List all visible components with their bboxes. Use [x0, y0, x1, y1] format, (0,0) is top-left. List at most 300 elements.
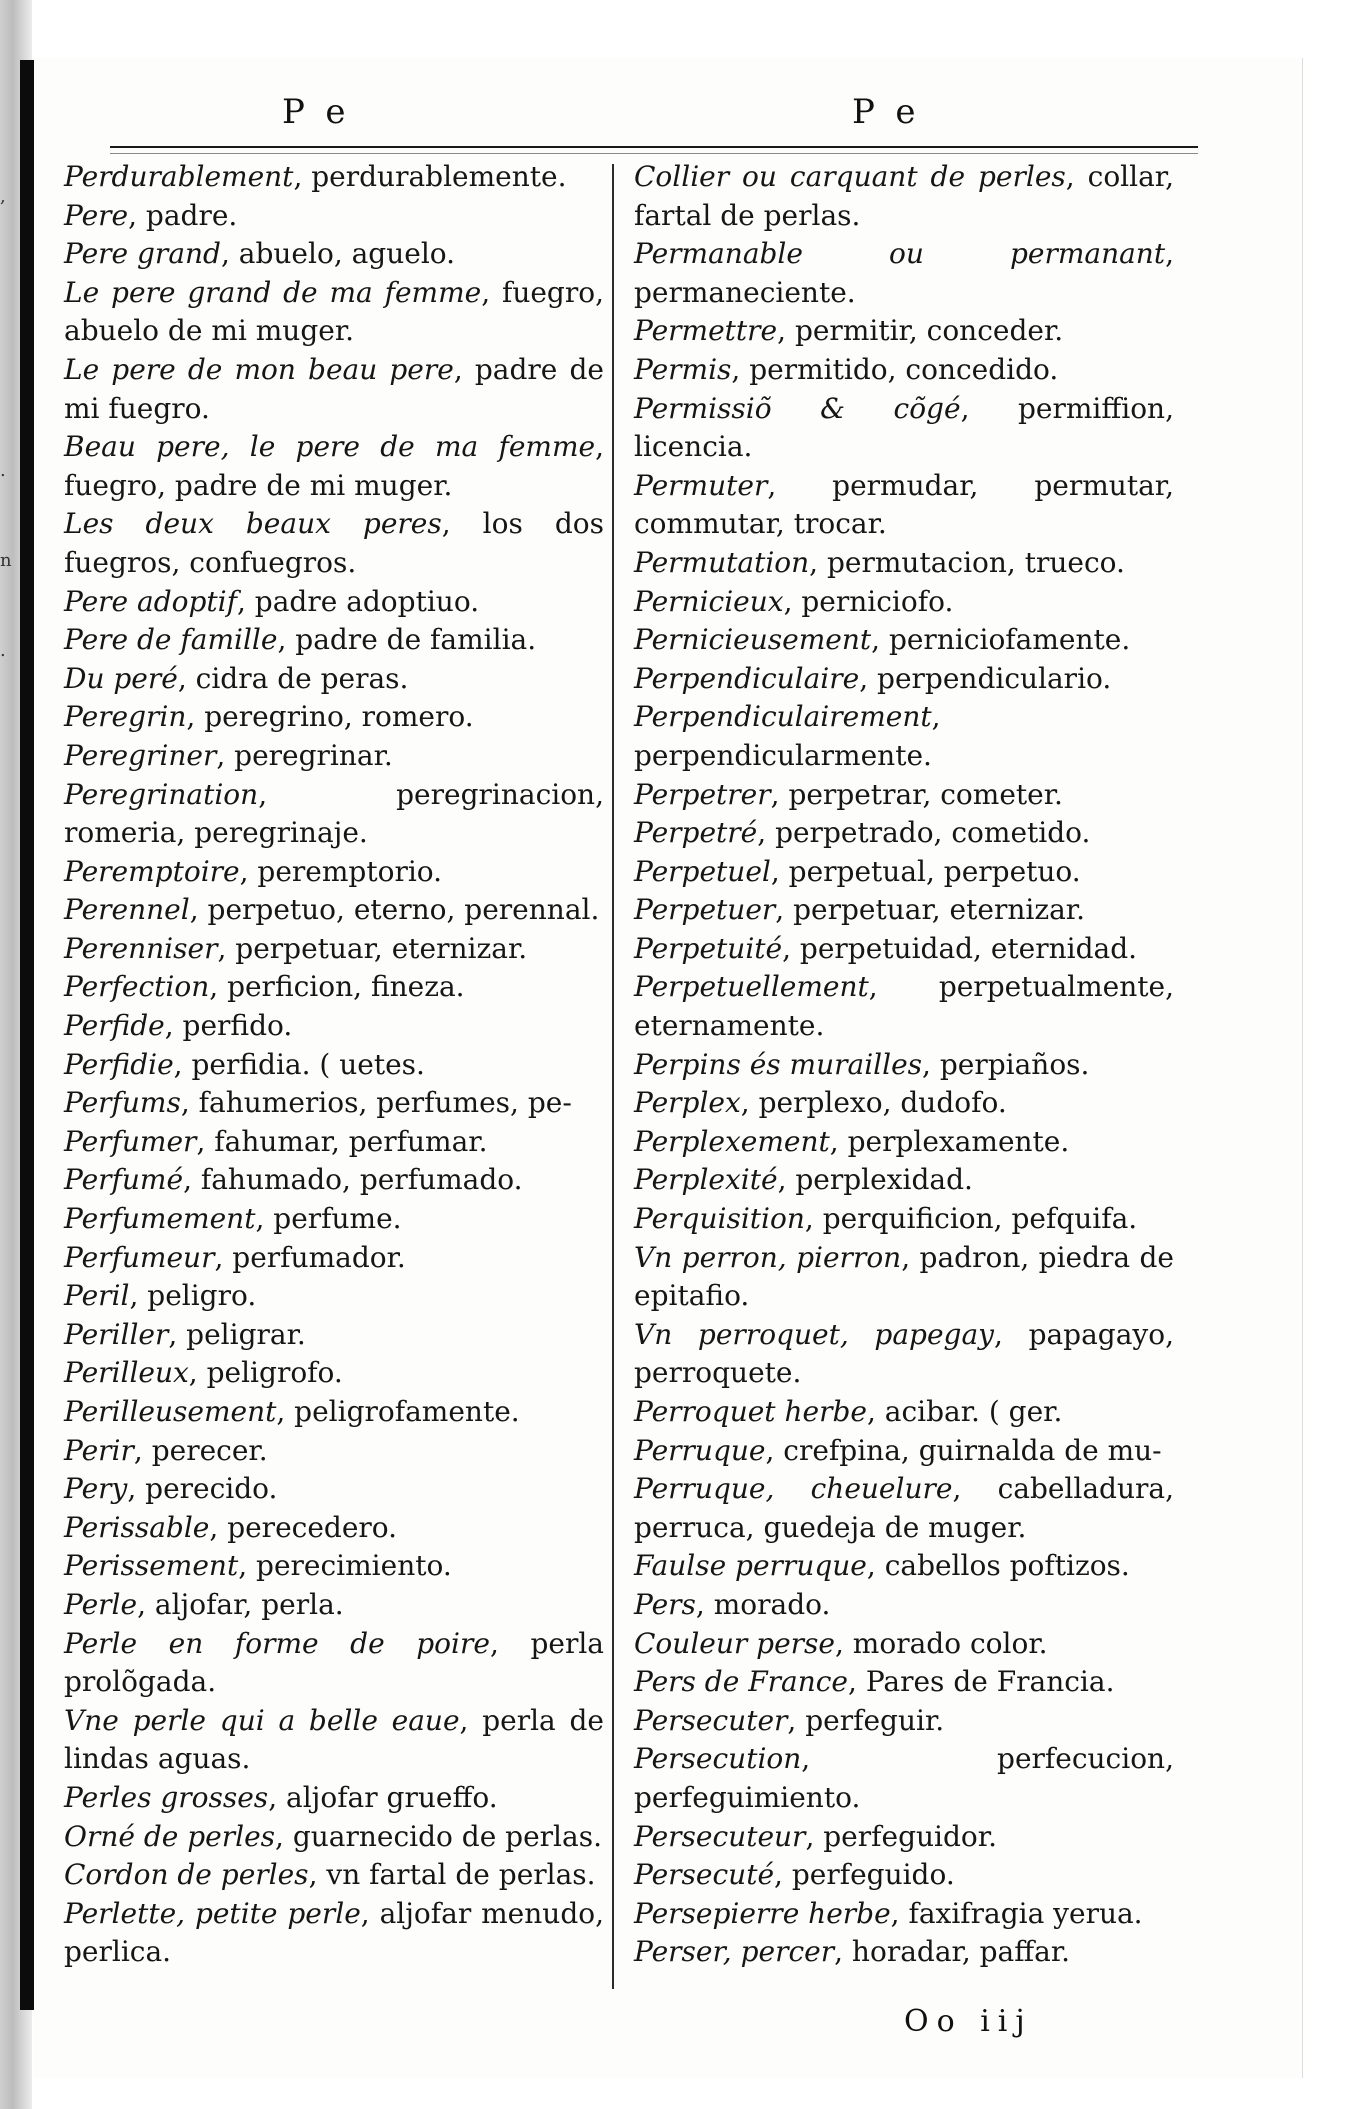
- dictionary-entry: [64, 1547, 604, 1586]
- entry-headword: Perroquet herbe: [634, 1395, 867, 1428]
- dictionary-entry: [64, 1239, 604, 1278]
- entry-separator: ,: [805, 1819, 824, 1853]
- margin-fragment: ,: [0, 186, 6, 207]
- entry-separator: ,: [217, 931, 236, 965]
- entry-separator: ,: [695, 1587, 714, 1621]
- dictionary-entry: [64, 1702, 604, 1779]
- entry-separator: ,: [1065, 160, 1088, 193]
- entry-headword: Perpetrer: [634, 777, 771, 811]
- entry-separator: ,: [127, 1472, 146, 1506]
- dictionary-entry: [64, 1895, 604, 1972]
- entry-headword: Orné de perles: [64, 1819, 276, 1853]
- entry-translation: peregrinar.: [234, 738, 393, 772]
- entry-separator: ,: [767, 468, 833, 502]
- entry-separator: ,: [770, 854, 789, 888]
- entry-translation: perniciofamente.: [888, 623, 1131, 657]
- entry-headword: Persecuteur: [634, 1819, 806, 1853]
- entry-translation: los dos fuegros, confuegros.: [64, 507, 605, 579]
- entry-separator: ,: [441, 507, 483, 541]
- entry-translation: permaneciente.: [634, 275, 856, 309]
- entry-separator: ,: [258, 777, 397, 811]
- entry-translation: perfidia. ( uetes.: [191, 1047, 425, 1081]
- entry-separator: ,: [209, 970, 228, 1004]
- entry-separator: ,: [595, 430, 604, 464]
- entry-translation: fahumado, perfumado.: [200, 1163, 523, 1197]
- dictionary-entry: [64, 1007, 604, 1046]
- dictionary-entry: [64, 968, 604, 1007]
- entry-translation: peligrar.: [186, 1317, 306, 1351]
- dictionary-entry: [634, 660, 1174, 699]
- entry-translation: perpendicularmente.: [634, 738, 932, 772]
- entry-headword: Persecuté: [634, 1858, 775, 1892]
- dictionary-entry: [634, 1663, 1174, 1702]
- entry-separator: ,: [360, 1896, 380, 1930]
- entry-headword: Perpetuel: [634, 854, 771, 888]
- entry-translation: acibar. ( ger.: [884, 1395, 1063, 1428]
- entry-headword: Faulse perruque: [634, 1549, 867, 1583]
- entry-translation: cidra de peras.: [195, 661, 409, 695]
- dictionary-entry: [634, 698, 1174, 775]
- entry-translation: peligro.: [147, 1279, 257, 1313]
- dictionary-entry: [634, 312, 1174, 351]
- entry-headword: Persecution: [634, 1742, 802, 1776]
- dictionary-entry: [64, 583, 604, 622]
- dictionary-entry: [64, 621, 604, 660]
- entry-separator: ,: [209, 1510, 228, 1544]
- entry-translation: aljofar menudo, perlica.: [64, 1896, 604, 1969]
- dictionary-entry: [64, 1316, 604, 1355]
- entry-translation: peregrino, romero.: [204, 700, 474, 734]
- entry-separator: ,: [1165, 237, 1174, 271]
- entry-translation: permitir, conceder.: [794, 314, 1064, 348]
- entry-headword: Peregrin: [64, 700, 187, 734]
- entry-translation: perpiaños.: [939, 1047, 1090, 1081]
- entry-headword: Perpins és murailles: [634, 1047, 923, 1081]
- entry-translation: perficion, fineza.: [227, 970, 465, 1004]
- entry-separator: ,: [183, 1163, 201, 1197]
- entry-translation: perplexo, dudofo.: [758, 1086, 1007, 1120]
- entry-separator: ,: [809, 545, 827, 579]
- dictionary-entry: [64, 698, 604, 737]
- entry-headword: Perpetuité: [634, 931, 783, 965]
- entry-translation: cabelladura, perruca, guedeja de muger.: [634, 1472, 1174, 1544]
- dictionary-entry: [634, 467, 1174, 544]
- dictionary-entry: [634, 930, 1174, 969]
- entry-headword: Perfumer: [64, 1124, 197, 1158]
- dictionary-entry: [634, 1200, 1174, 1239]
- dictionary-entry: [634, 1625, 1174, 1664]
- entry-headword: Vne perle qui a belle eaue: [64, 1703, 460, 1737]
- entry-headword: Perpetuellement: [634, 970, 869, 1004]
- entry-translation: perpetuar, eternizar.: [793, 893, 1085, 927]
- dictionary-entry: [634, 1547, 1174, 1586]
- dictionary-entry: [634, 1046, 1174, 1085]
- entry-separator: ,: [770, 777, 789, 811]
- entry-translation: perfumador.: [232, 1240, 406, 1274]
- dictionary-entry: [64, 1354, 604, 1393]
- entry-separator: ,: [866, 1549, 885, 1583]
- entry-translation: permitido, concedido.: [749, 352, 1059, 386]
- entry-headword: Permuter: [634, 468, 768, 502]
- entry-translation: fahumerios, perfumes, pe-: [198, 1086, 572, 1120]
- entry-translation: cabellos poftizos.: [884, 1549, 1130, 1583]
- entry-translation: crefpina, guirnalda de mu-: [783, 1433, 1162, 1467]
- entry-separator: ,: [238, 1549, 257, 1583]
- entry-headword: Permettre: [634, 314, 778, 348]
- entry-translation: permutacion, trueco.: [826, 545, 1125, 579]
- dictionary-entry: [634, 390, 1174, 467]
- entry-separator: ,: [922, 1047, 940, 1081]
- entry-separator: ,: [276, 1395, 295, 1428]
- entry-headword: Pery: [64, 1472, 128, 1506]
- entry-separator: ,: [829, 1124, 848, 1158]
- entry-headword: Les deux beaux peres: [64, 507, 442, 541]
- entry-translation: morado color.: [852, 1626, 1048, 1660]
- dictionary-entry: [634, 1239, 1174, 1316]
- entry-headword: Vn perroquet, papegay: [634, 1317, 994, 1351]
- entry-separator: ,: [196, 1124, 215, 1158]
- entry-headword: Perruque, cheuelure: [634, 1472, 953, 1506]
- entry-translation: faxifragia yerua.: [908, 1896, 1143, 1930]
- dictionary-entry: [634, 158, 1174, 235]
- entry-headword: Perenniser: [64, 931, 218, 965]
- entry-separator: ,: [757, 816, 776, 850]
- header-rule: [110, 146, 1198, 148]
- entry-headword: Peril: [64, 1279, 130, 1313]
- entry-headword: Perquisition: [634, 1202, 805, 1236]
- entry-separator: ,: [783, 584, 802, 618]
- entry-separator: ,: [834, 1935, 852, 1969]
- entry-translation: perdurablemente.: [311, 160, 567, 193]
- dictionary-entry: [634, 891, 1174, 930]
- entry-translation: perfeguir.: [805, 1703, 945, 1737]
- dictionary-entry: [64, 930, 604, 969]
- dictionary-entry: [64, 891, 604, 930]
- entry-separator: ,: [275, 1819, 293, 1853]
- entry-headword: Permis: [634, 352, 732, 386]
- entry-separator: ,: [189, 893, 208, 927]
- entry-translation: perfeguidor.: [823, 1819, 997, 1853]
- dictionary-entry: [634, 351, 1174, 390]
- entry-headword: Perfumement: [64, 1202, 256, 1236]
- entry-translation: perecedero.: [227, 1510, 398, 1544]
- entry-headword: Perilleux: [64, 1356, 189, 1390]
- entry-headword: Perlette, petite perle: [64, 1896, 361, 1930]
- entry-headword: Periller: [64, 1317, 169, 1351]
- dictionary-entry: [64, 1625, 604, 1702]
- entry-separator: ,: [173, 1047, 192, 1081]
- entry-separator: ,: [268, 1780, 286, 1814]
- entry-headword: Du peré: [64, 661, 178, 695]
- dictionary-entry: [634, 583, 1174, 622]
- entry-translation: aljofar grueffo.: [286, 1780, 498, 1814]
- dictionary-entry: [64, 1818, 604, 1857]
- dictionary-entry: [634, 1161, 1174, 1200]
- entry-separator: ,: [777, 314, 795, 348]
- entry-translation: perniciofo.: [801, 584, 954, 618]
- entry-headword: Perissement: [64, 1549, 239, 1583]
- entry-separator: ,: [481, 275, 502, 309]
- entry-headword: Perplexité: [634, 1163, 778, 1197]
- running-head-left: Pe: [282, 92, 368, 132]
- entry-headword: Perplexement: [634, 1124, 830, 1158]
- dictionary-entry: [64, 428, 604, 505]
- entry-separator: ,: [859, 661, 878, 695]
- entry-separator: ,: [168, 1317, 187, 1351]
- entry-headword: Perplex: [634, 1086, 741, 1120]
- entry-separator: ,: [186, 700, 205, 734]
- entry-headword: Permutation: [634, 545, 810, 579]
- entry-separator: ,: [216, 738, 235, 772]
- dictionary-entry: [634, 853, 1174, 892]
- entry-headword: Perpendiculairement: [634, 700, 932, 734]
- entry-separator: ,: [952, 1472, 998, 1506]
- dictionary-entry: [64, 1123, 604, 1162]
- entry-translation: peligrofamente.: [294, 1395, 520, 1428]
- entry-headword: Pers: [634, 1587, 696, 1621]
- dictionary-entry: [64, 505, 604, 582]
- entry-headword: Pers de France: [634, 1665, 848, 1699]
- entry-translation: perfeguido.: [791, 1858, 955, 1892]
- entry-headword: Perdurablement: [64, 160, 294, 193]
- entry-headword: Perfumé: [64, 1163, 184, 1197]
- entry-translation: perfume.: [273, 1202, 402, 1236]
- entry-headword: Perle en forme de poire: [64, 1626, 490, 1660]
- entry-headword: Perfide: [64, 1009, 165, 1043]
- entry-headword: Beau pere, le pere de ma femme: [64, 430, 596, 464]
- dictionary-entry: [634, 544, 1174, 583]
- entry-translation: perpetuidad, eternidad.: [799, 931, 1138, 965]
- entry-separator: ,: [890, 1896, 909, 1930]
- entry-translation: guarnecido de perlas.: [292, 1819, 602, 1853]
- entry-headword: Pere: [64, 198, 129, 232]
- dictionary-entry: [634, 235, 1174, 312]
- entry-separator: ,: [901, 1240, 920, 1274]
- entry-translation: horadar, paffar.: [851, 1935, 1071, 1969]
- dictionary-entry: [64, 235, 604, 274]
- dictionary-entry: [64, 274, 604, 351]
- entry-headword: Persecuter: [634, 1703, 788, 1737]
- entry-separator: ,: [164, 1009, 183, 1043]
- dictionary-entry: [634, 1702, 1174, 1741]
- entry-separator: ,: [787, 1703, 806, 1737]
- entry-separator: ,: [765, 1433, 784, 1467]
- entry-separator: ,: [960, 391, 1018, 425]
- dictionary-entry: [64, 1161, 604, 1200]
- entry-separator: ,: [188, 1356, 207, 1390]
- dictionary-entry: [634, 621, 1174, 660]
- entry-headword: Peremptoire: [64, 854, 240, 888]
- dictionary-entry: [64, 737, 604, 776]
- dictionary-entry: [634, 814, 1174, 853]
- entry-headword: Vn perron, pierron: [634, 1240, 902, 1274]
- entry-headword: Peregriner: [64, 738, 217, 772]
- entry-separator: ,: [137, 1587, 155, 1621]
- entry-translation: Pares de Francia.: [865, 1665, 1115, 1699]
- entry-translation: perpetualmente, eternamente.: [634, 970, 1174, 1043]
- entry-headword: Peregrination: [64, 777, 259, 811]
- entry-translation: abuelo, aguelo.: [238, 237, 456, 271]
- entry-headword: Le pere grand de ma femme: [64, 275, 482, 309]
- entry-translation: perecer.: [151, 1433, 268, 1467]
- entry-headword: Perfection: [64, 970, 210, 1004]
- entry-translation: permudar, permutar, commutar, trocar.: [634, 468, 1174, 541]
- dictionary-entry: [634, 776, 1174, 815]
- entry-headword: Couleur perse: [634, 1626, 835, 1660]
- entry-headword: Perle: [64, 1587, 138, 1621]
- entry-separator: ,: [866, 1395, 885, 1428]
- margin-fragment: .: [0, 460, 6, 481]
- entry-separator: ,: [220, 237, 239, 271]
- dictionary-entry: [64, 1046, 604, 1085]
- entry-headword: Cordon de perles: [64, 1858, 309, 1892]
- entry-translation: padre de mi fuegro.: [64, 352, 604, 425]
- entry-separator: ,: [782, 931, 800, 965]
- entry-separator: ,: [293, 160, 312, 193]
- entry-translation: perfecucion, perfeguimiento.: [634, 1742, 1174, 1814]
- entry-translation: fahumar, perfumar.: [214, 1124, 488, 1158]
- entry-translation: morado.: [713, 1587, 831, 1621]
- entry-headword: Perpetré: [634, 816, 758, 850]
- running-head-right: Pe: [852, 92, 938, 132]
- dictionary-entry: [64, 1856, 604, 1895]
- dictionary-entry: [64, 1200, 604, 1239]
- right-column: [634, 158, 1174, 1972]
- dictionary-entry: [64, 853, 604, 892]
- entry-translation: perecimiento.: [256, 1549, 452, 1583]
- dictionary-entry: [64, 197, 604, 236]
- entry-separator: ,: [214, 1240, 233, 1274]
- entry-headword: Persepierre herbe: [634, 1896, 891, 1930]
- entry-translation: peligrofo.: [206, 1356, 343, 1390]
- dictionary-entry: [64, 1586, 604, 1625]
- dictionary-entry: [634, 1740, 1174, 1817]
- entry-translation: perla de lindas aguas.: [64, 1703, 604, 1776]
- entry-separator: ,: [804, 1202, 823, 1236]
- dictionary-entry: [64, 1779, 604, 1818]
- entry-translation: perplexamente.: [847, 1124, 1070, 1158]
- entry-headword: Pere adoptif: [64, 584, 237, 618]
- entry-headword: Pere de famille: [64, 623, 278, 657]
- entry-translation: padre adoptiuo.: [254, 584, 480, 618]
- left-column: [64, 158, 604, 1972]
- entry-translation: papagayo, perroquete.: [634, 1317, 1174, 1390]
- entry-headword: Pernicieux: [634, 584, 784, 618]
- entry-translation: perpetrar, cometer.: [788, 777, 1063, 811]
- entry-separator: ,: [459, 1703, 483, 1737]
- entry-separator: ,: [740, 1086, 759, 1120]
- dictionary-entry: [64, 1277, 604, 1316]
- entry-translation: padre.: [145, 198, 238, 232]
- entry-separator: ,: [133, 1433, 152, 1467]
- entry-headword: Le pere de mon beau pere: [64, 352, 454, 386]
- entry-translation: perpendiculario.: [877, 661, 1112, 695]
- entry-translation: padre de familia.: [295, 623, 537, 657]
- dictionary-entry: [634, 1818, 1174, 1857]
- entry-separator: ,: [868, 970, 939, 1004]
- entry-translation: perecido.: [145, 1472, 278, 1506]
- entry-headword: Perpetuer: [634, 893, 776, 927]
- entry-separator: ,: [177, 661, 196, 695]
- entry-translation: perpetuo, eterno, perennal.: [207, 893, 600, 927]
- entry-separator: ,: [931, 700, 941, 734]
- dictionary-entry: [64, 776, 604, 853]
- entry-headword: Perser, percer: [634, 1935, 835, 1969]
- entry-headword: Perpendiculaire: [634, 661, 860, 695]
- signature-mark: Oo iij: [904, 2004, 1033, 2039]
- dictionary-entry: [634, 1393, 1174, 1432]
- entry-separator: ,: [993, 1317, 1029, 1351]
- dictionary-entry: [634, 1123, 1174, 1162]
- entry-headword: Perles grosses: [64, 1780, 269, 1814]
- entry-translation: perla prolõgada.: [64, 1626, 604, 1699]
- dictionary-page: [34, 58, 1303, 2078]
- entry-separator: ,: [129, 1279, 148, 1313]
- entry-headword: Perruque: [634, 1433, 766, 1467]
- entry-separator: ,: [777, 1163, 796, 1197]
- entry-separator: ,: [848, 1665, 866, 1699]
- entry-translation: perpetuar, eternizar.: [235, 931, 528, 965]
- entry-separator: ,: [255, 1202, 274, 1236]
- entry-headword: Perfumeur: [64, 1240, 215, 1274]
- entry-headword: Perfidie: [64, 1047, 174, 1081]
- entry-headword: Perir: [64, 1433, 134, 1467]
- margin-fragment: .: [0, 640, 6, 661]
- entry-translation: fuegro, padre de mi muger.: [64, 468, 453, 502]
- margin-fragment: n: [0, 550, 12, 571]
- dictionary-entry: [634, 1432, 1174, 1471]
- entry-translation: perplexidad.: [795, 1163, 973, 1197]
- dictionary-entry: [64, 158, 604, 197]
- dictionary-entry: [634, 1084, 1174, 1123]
- dictionary-entry: [64, 1393, 604, 1432]
- entry-translation: peremptorio.: [257, 854, 443, 888]
- entry-translation: permiffion, licencia.: [634, 391, 1174, 464]
- entry-headword: Perfums: [64, 1086, 181, 1120]
- header-rule-thin: [110, 153, 1198, 154]
- entry-separator: ,: [834, 1626, 853, 1660]
- entry-separator: ,: [775, 893, 794, 927]
- entry-headword: Pernicieusement: [634, 623, 872, 657]
- dictionary-entry: [64, 660, 604, 699]
- entry-separator: ,: [128, 198, 146, 232]
- entry-translation: perquificion, pefquifa.: [822, 1202, 1138, 1236]
- dictionary-entry: [634, 1586, 1174, 1625]
- entry-headword: Permanable ou permanant: [634, 237, 1166, 271]
- dictionary-entry: [64, 351, 604, 428]
- entry-separator: ,: [731, 352, 750, 386]
- entry-headword: Collier ou carquant de perles: [634, 160, 1066, 193]
- dictionary-entry: [64, 1470, 604, 1509]
- entry-separator: ,: [236, 584, 255, 618]
- book-spine: [20, 60, 34, 2010]
- entry-translation: perpetual, perpetuo.: [788, 854, 1081, 888]
- dictionary-entry: [64, 1509, 604, 1548]
- dictionary-entry: [634, 1895, 1174, 1934]
- entry-separator: ,: [774, 1858, 792, 1892]
- entry-translation: perfido.: [182, 1009, 293, 1043]
- entry-translation: fuegro, abuelo de mi muger.: [64, 275, 604, 348]
- entry-separator: ,: [308, 1858, 327, 1892]
- entry-translation: vn fartal de perlas.: [326, 1858, 596, 1892]
- entry-translation: peregrinacion, romeria, peregrinaje.: [64, 777, 604, 850]
- entry-separator: ,: [239, 854, 258, 888]
- entry-separator: ,: [180, 1086, 199, 1120]
- column-divider: [612, 164, 614, 1989]
- entry-separator: ,: [453, 352, 475, 386]
- dictionary-entry: [634, 1316, 1174, 1393]
- entry-separator: ,: [801, 1742, 998, 1776]
